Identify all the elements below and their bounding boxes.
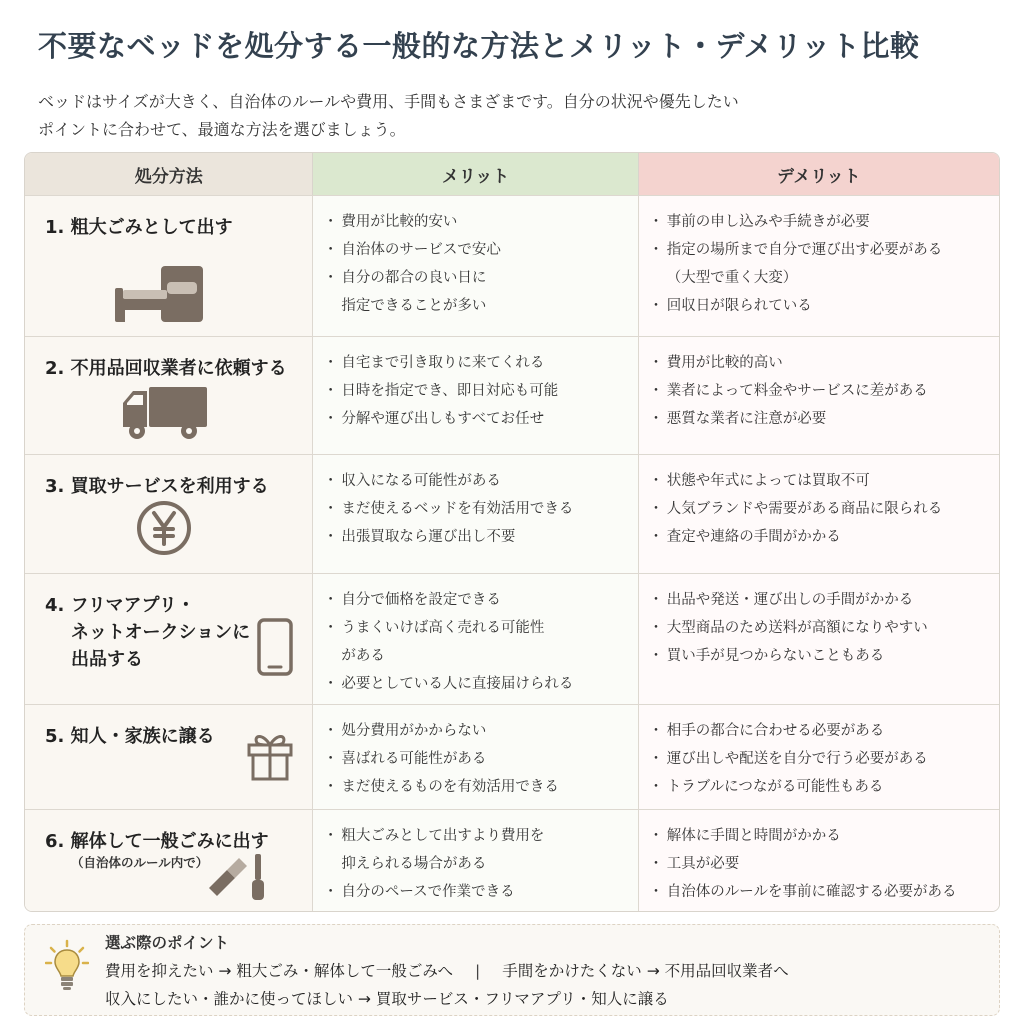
merit-item-line: ・ 分解や運び出しもすべてお任せ bbox=[341, 411, 545, 427]
merit-list bbox=[327, 349, 625, 433]
merit-item-line: ・ まだ使えるものを有効活用できる bbox=[341, 779, 559, 795]
tips-line-1b: 手間をかけたくない → 不用品回収業者へ bbox=[502, 962, 789, 980]
merit-cell bbox=[312, 705, 637, 809]
merit-item-line: 抑えられる場合がある bbox=[341, 856, 487, 872]
truck-icon bbox=[121, 383, 207, 445]
method-cell bbox=[25, 196, 312, 336]
demerit-cell bbox=[638, 455, 999, 573]
method-title-line: 2. 不用品回収業者に依頼する bbox=[45, 358, 287, 379]
merit-item bbox=[327, 670, 625, 698]
merit-item-line: ・ 自分の都合の良い日に bbox=[341, 270, 487, 286]
merit-item-line: ・ 日時を指定でき、即日対応も可能 bbox=[341, 383, 559, 399]
tips-line-1 bbox=[105, 959, 789, 981]
demerit-item-line: ・ 事前の申し込みや手続きが必要 bbox=[666, 214, 870, 230]
demerit-item-line: ・ 解体に手間と時間がかかる bbox=[666, 828, 841, 844]
merit-item bbox=[327, 773, 625, 801]
merit-item bbox=[327, 614, 625, 670]
demerit-item-line: ・ 運び出しや配送を自分で行う必要がある bbox=[666, 751, 928, 767]
merit-item-line: 指定できることが多い bbox=[341, 298, 487, 314]
merit-item bbox=[327, 264, 625, 320]
method-title-line: 6. 解体して一般ごみに出す bbox=[45, 831, 269, 852]
yen-coin-icon bbox=[135, 499, 193, 561]
demerit-item bbox=[653, 495, 989, 523]
merit-cell bbox=[312, 810, 637, 911]
demerit-list bbox=[653, 717, 989, 801]
demerit-cell bbox=[638, 705, 999, 809]
merit-item-line: ・ 処分費用がかからない bbox=[341, 723, 487, 739]
demerit-list bbox=[653, 586, 989, 670]
method-subtitle: （自治体のルール内で） bbox=[71, 855, 209, 870]
table-header bbox=[25, 153, 999, 195]
demerit-item-line: ・ 大型商品のため送料が高額になりやすい bbox=[666, 620, 928, 636]
demerit-item-line: ・ 悪質な業者に注意が必要 bbox=[666, 411, 827, 427]
table-row bbox=[25, 336, 999, 454]
merit-list bbox=[327, 586, 625, 698]
header-merit: メリット bbox=[312, 153, 637, 195]
demerit-item bbox=[653, 523, 989, 551]
demerit-item bbox=[653, 717, 989, 745]
merit-list bbox=[327, 208, 625, 320]
bed-icon bbox=[113, 260, 203, 326]
table-body bbox=[25, 195, 999, 911]
merit-item-line: ・ 費用が比較的安い bbox=[341, 214, 458, 230]
page-title: 不要なベッドを処分する一般的な方法とメリット・デメリット比較 bbox=[38, 29, 920, 63]
merit-item-line: ・ 自宅まで引き取りに来てくれる bbox=[341, 355, 545, 371]
demerit-item-line: （大型で重く大変） bbox=[666, 270, 798, 286]
demerit-item-line: ・ 人気ブランドや需要がある商品に限られる bbox=[666, 501, 943, 517]
demerit-item bbox=[653, 208, 989, 236]
demerit-item-line: ・ 指定の場所まで自分で運び出す必要がある bbox=[666, 242, 943, 258]
demerit-list bbox=[653, 208, 989, 320]
merit-item bbox=[327, 405, 625, 433]
merit-item bbox=[327, 717, 625, 745]
method-cell bbox=[25, 810, 312, 911]
merit-item bbox=[327, 208, 625, 236]
method-title-line: ネットオークションに bbox=[71, 622, 251, 643]
demerit-item-line: ・ 出品や発送・運び出しの手間がかかる bbox=[666, 592, 914, 608]
merit-list bbox=[327, 467, 625, 551]
intro-line: ベッドはサイズが大きく、自治体のルールや費用、手間もさまざまです。自分の状況や優先したい bbox=[38, 92, 739, 111]
method-cell bbox=[25, 455, 312, 573]
merit-list bbox=[327, 822, 625, 906]
method-title bbox=[45, 473, 269, 500]
gift-icon bbox=[247, 729, 293, 785]
tips-line-2: 収入にしたい・誰かに使ってほしい → 買取サービス・フリマアプリ・知人に譲る bbox=[105, 990, 669, 1008]
intro-line: ポイントに合わせて、最適な方法を選びましょう。 bbox=[38, 120, 406, 139]
demerit-item bbox=[653, 405, 989, 433]
method-title-line: 1. 粗大ごみとして出す bbox=[45, 217, 233, 238]
merit-item-line: ・ 自分のペースで作業できる bbox=[341, 884, 515, 900]
merit-item-line: ・ 自分で価格を設定できる bbox=[341, 592, 501, 608]
demerit-item bbox=[653, 349, 989, 377]
merit-cell bbox=[312, 337, 637, 454]
merit-item-line: ・ 必要としている人に直接届けられる bbox=[341, 676, 574, 692]
method-cell bbox=[25, 337, 312, 454]
merit-item-line: ・ 出張買取なら運び出し不要 bbox=[341, 529, 516, 545]
table-row bbox=[25, 704, 999, 809]
demerit-item bbox=[653, 586, 989, 614]
demerit-item-line: ・ トラブルにつながる可能性もある bbox=[666, 779, 884, 795]
method-title bbox=[45, 214, 233, 241]
demerit-list bbox=[653, 467, 989, 551]
demerit-item-line: ・ 相手の都合に合わせる必要がある bbox=[666, 723, 885, 739]
demerit-list bbox=[653, 822, 989, 906]
demerit-item-line: ・ 工具が必要 bbox=[666, 856, 740, 872]
merit-list bbox=[327, 717, 625, 801]
header-method: 処分方法 bbox=[25, 153, 312, 195]
demerit-cell bbox=[638, 337, 999, 454]
intro-text bbox=[38, 88, 978, 144]
merit-item bbox=[327, 236, 625, 264]
merit-item-line: ・ 粗大ごみとして出すより費用を bbox=[341, 828, 545, 844]
method-title bbox=[45, 723, 215, 750]
merit-item bbox=[327, 586, 625, 614]
method-title-line: 5. 知人・家族に譲る bbox=[45, 726, 215, 747]
merit-cell bbox=[312, 196, 637, 336]
table-row bbox=[25, 454, 999, 573]
method-title-line: 出品する bbox=[71, 649, 143, 670]
demerit-list bbox=[653, 349, 989, 433]
demerit-item-line: ・ 自治体のルールを事前に確認する必要がある bbox=[666, 884, 957, 900]
demerit-cell bbox=[638, 196, 999, 336]
merit-cell bbox=[312, 455, 637, 573]
merit-item-line: ・ 自治体のサービスで安心 bbox=[341, 242, 501, 258]
demerit-item bbox=[653, 773, 989, 801]
demerit-item bbox=[653, 745, 989, 773]
demerit-item-line: ・ 査定や連絡の手間がかかる bbox=[666, 529, 841, 545]
table-row bbox=[25, 573, 999, 704]
demerit-item bbox=[653, 292, 989, 320]
demerit-item bbox=[653, 642, 989, 670]
merit-cell bbox=[312, 574, 637, 704]
merit-item bbox=[327, 377, 625, 405]
merit-item bbox=[327, 523, 625, 551]
merit-item-line: ・ まだ使えるベッドを有効活用できる bbox=[341, 501, 574, 517]
demerit-item bbox=[653, 878, 989, 906]
method-title bbox=[45, 592, 250, 673]
method-title-line: 3. 買取サービスを利用する bbox=[45, 476, 269, 497]
merit-item bbox=[327, 495, 625, 523]
tips-separator: | bbox=[475, 962, 481, 980]
merit-item-line: ・ 収入になる可能性がある bbox=[341, 473, 501, 489]
method-cell bbox=[25, 705, 312, 809]
demerit-item bbox=[653, 467, 989, 495]
merit-item-line: ・ うまくいけば高く売れる可能性 bbox=[341, 620, 545, 636]
demerit-item-line: ・ 業者によって料金やサービスに差がある bbox=[666, 383, 928, 399]
merit-item bbox=[327, 878, 625, 906]
demerit-item-line: ・ 買い手が見つからないこともある bbox=[666, 648, 885, 664]
table-row bbox=[25, 195, 999, 336]
tools-icon bbox=[205, 852, 267, 908]
header-demerit: デメリット bbox=[638, 153, 999, 195]
tips-title: 選ぶ際のポイント bbox=[105, 934, 230, 952]
demerit-item bbox=[653, 850, 989, 878]
merit-item bbox=[327, 349, 625, 377]
method-cell bbox=[25, 574, 312, 704]
merit-item-line: がある bbox=[341, 648, 385, 664]
lightbulb-icon bbox=[45, 939, 89, 995]
demerit-cell bbox=[638, 810, 999, 911]
tips-box bbox=[24, 924, 1000, 1016]
demerit-item bbox=[653, 822, 989, 850]
method-title bbox=[45, 355, 287, 382]
demerit-item-line: ・ 費用が比較的高い bbox=[666, 355, 783, 371]
method-title-line: 4. フリマアプリ・ bbox=[45, 595, 195, 616]
table-row bbox=[25, 809, 999, 911]
demerit-item bbox=[653, 377, 989, 405]
demerit-item-line: ・ 状態や年式によっては買取不可 bbox=[666, 473, 870, 489]
tips-line-1a: 費用を抑えたい → 粗大ごみ・解体して一般ごみへ bbox=[105, 962, 454, 980]
demerit-item bbox=[653, 236, 989, 292]
merit-item bbox=[327, 745, 625, 773]
smartphone-icon bbox=[257, 618, 293, 680]
comparison-table bbox=[24, 152, 1000, 912]
demerit-item bbox=[653, 614, 989, 642]
merit-item bbox=[327, 822, 625, 878]
demerit-item-line: ・ 回収日が限られている bbox=[666, 298, 812, 314]
merit-item-line: ・ 喜ばれる可能性がある bbox=[341, 751, 487, 767]
demerit-cell bbox=[638, 574, 999, 704]
merit-item bbox=[327, 467, 625, 495]
